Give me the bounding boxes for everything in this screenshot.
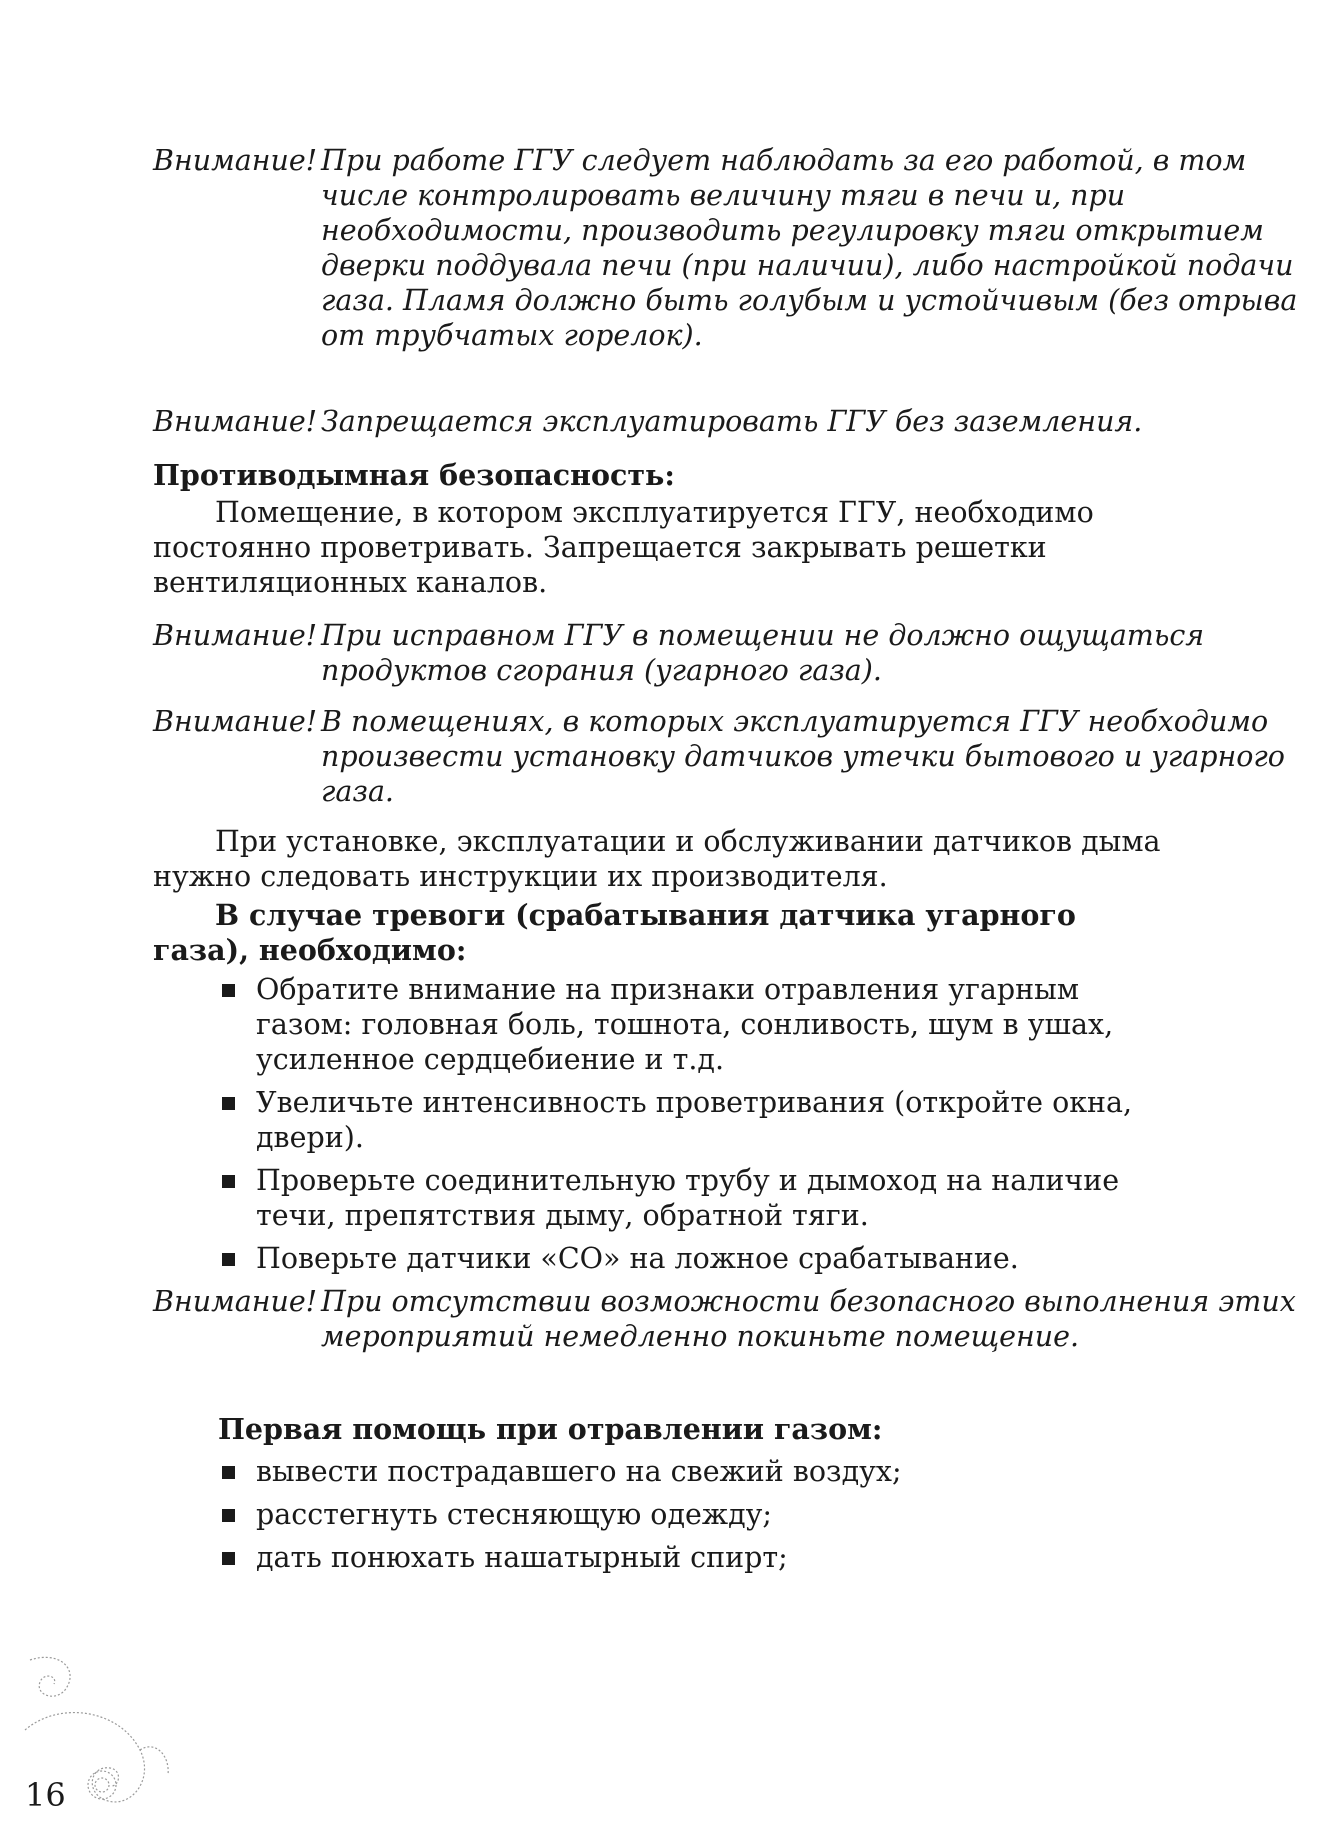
attention-label: Внимание! (153, 1285, 318, 1318)
attention-text: При отсутствии возможности безопасного выполнения этих мероприятий немедленно покиньте помещение. (321, 1285, 1296, 1353)
list-item: расстегнуть стесняющую одежду; (218, 1497, 1168, 1532)
bullet-square-icon (222, 1509, 235, 1522)
alarm-actions-list (218, 972, 1168, 1276)
list-item: вывести пострадавшего на свежий воздух; (218, 1454, 1168, 1489)
attention-label: Внимание! (153, 619, 318, 652)
attention-text: При работе ГГУ следует наблюдать за его работой, в том числе контролировать величину тяги в печи и, при необходимости, производить регулировку тяги открытием дверки поддувала печи (при наличии), либо настройкой подачи газа. Пламя должно быть голубым и устойчивым (без отрыва от трубчатых горелок). (321, 144, 1298, 352)
list-item: Поверьте датчики «СО» на ложное срабатывание. (218, 1241, 1168, 1276)
attention-label: Внимание! (153, 705, 318, 738)
bullet-square-icon (222, 984, 235, 997)
bullet-square-icon (222, 1097, 235, 1110)
attention-block-draft-control (153, 143, 1317, 353)
list-item: Проверьте соединительную трубу и дымоход на наличие течи, препятствия дыму, обратной тяги. (218, 1163, 1168, 1233)
attention-text: При исправном ГГУ в помещении не должно ощущаться продуктов сгорания (угарного газа). (321, 619, 1205, 687)
attention-label: Внимание! (153, 144, 318, 177)
list-item: дать понюхать нашатырный спирт; (218, 1540, 1168, 1575)
attention-text: В помещениях, в которых эксплуатируется ГГУ необходимо произвести установку датчиков утечки бытового и угарного газа. (321, 705, 1285, 808)
smoke-safety-heading: Противодымная безопасность: (153, 458, 675, 492)
first-aid-list (218, 1454, 1168, 1575)
smoke-safety-paragraph: Помещение, в котором эксплуатируется ГГУ, необходимо постоянно проветривать. Запрещается закрывать решетки вентиляционных каналов. (153, 496, 1094, 599)
attention-label: Внимание! (153, 405, 318, 438)
attention-text: Запрещается эксплуатировать ГГУ без заземления. (321, 405, 1143, 438)
list-item: Обратите внимание на признаки отравления угарным газом: головная боль, тошнота, сонливость, шум в ушах, усиленное сердцебиение и т.д. (218, 972, 1168, 1077)
page-number: 16 (25, 1776, 66, 1814)
attention-block-combustion-products (153, 618, 1317, 688)
bullet-square-icon (222, 1175, 235, 1188)
bullet-square-icon (222, 1253, 235, 1266)
attention-block-gas-sensors (153, 704, 1317, 809)
bullet-square-icon (222, 1552, 235, 1565)
attention-block-grounding (153, 404, 1317, 439)
list-item: Увеличьте интенсивность проветривания (откройте окна, двери). (218, 1085, 1168, 1155)
first-aid-heading: Первая помощь при отравлении газом: (218, 1412, 883, 1446)
sensor-instructions-paragraph: При установке, эксплуатации и обслуживании датчиков дыма нужно следовать инструкции их производителя. (153, 825, 1161, 893)
bullet-square-icon (222, 1466, 235, 1479)
attention-block-leave-room (153, 1284, 1317, 1354)
alarm-heading: В случае тревоги (срабатывания датчика угарного газа), необходимо: (153, 898, 1076, 967)
